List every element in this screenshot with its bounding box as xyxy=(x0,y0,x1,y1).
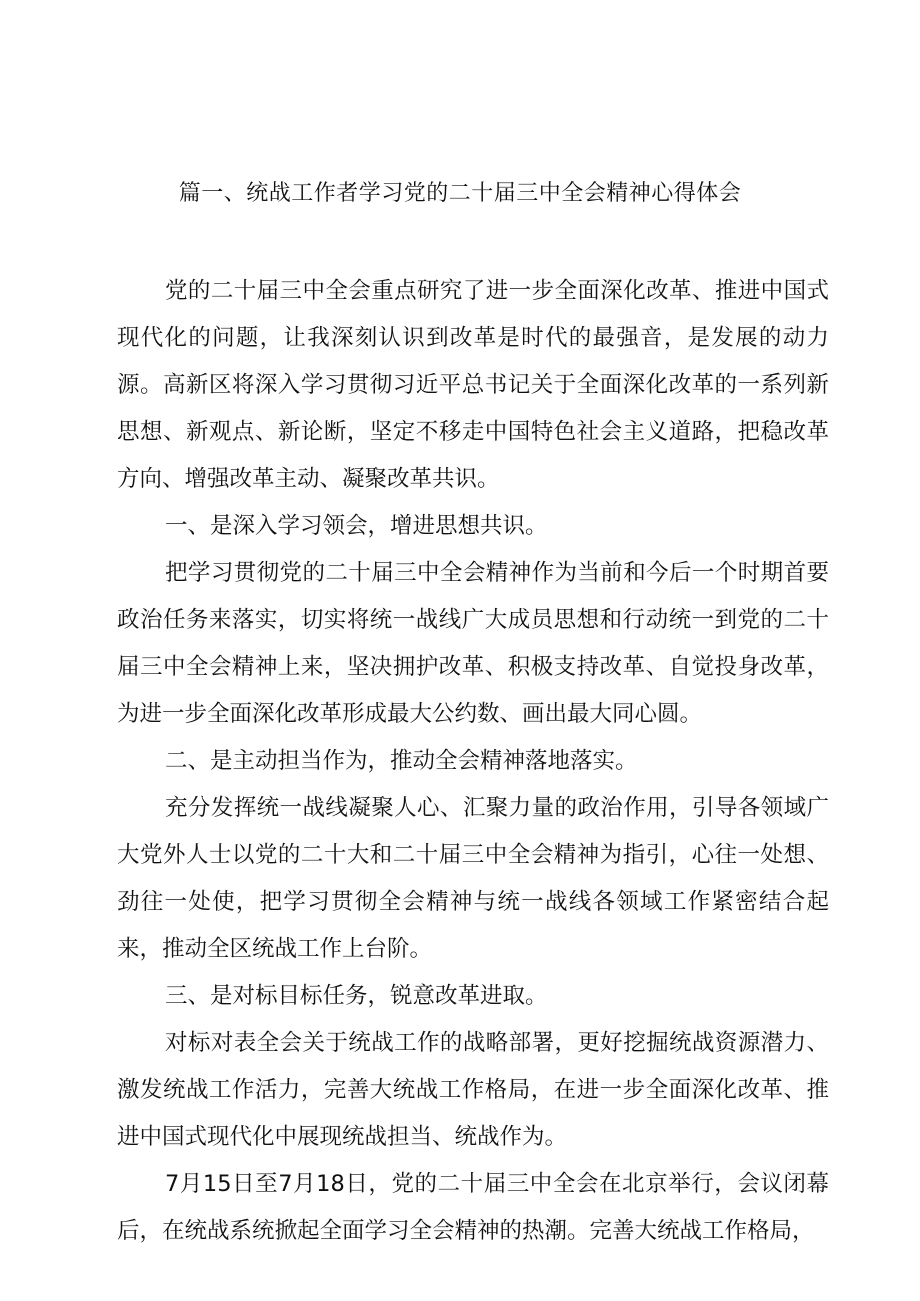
section-heading-3: 三、是对标目标任务，锐意改革进取。 xyxy=(165,983,548,1009)
paragraph-section-1: 把学习贯彻党的二十届三中全会精神作为当前和今后一个时期首要政治任务来落实，切实将统一战线广大成员思想和行动统一到党的二十届三中全会精神上来，坚决拥护改革、积极支持改革、自觉投身改革，为进一步全面深化改革形成最大公约数、画出最大同心圆。 xyxy=(117,560,829,727)
section-heading-1: 一、是深入学习领会，增进思想共识。 xyxy=(165,513,548,539)
paragraph-section-2: 充分发挥统一战线凝聚人心、汇聚力量的政治作用，引导各领域广大党外人士以党的二十大和二十届三中全会精神为指引，心往一处想、劲往一处使，把学习贯彻全会精神与统一战线各领域工作紧密结合起来，推动全区统战工作上台阶。 xyxy=(117,795,829,962)
section-heading-2: 二、是主动担当作为，推动全会精神落地落实。 xyxy=(165,748,638,774)
document-body xyxy=(117,268,829,1255)
paragraph-intro: 党的二十届三中全会重点研究了进一步全面深化改革、推进中国式现代化的问题，让我深刻认识到改革是时代的最强音，是发展的动力源。高新区将深入学习贯彻习近平总书记关于全面深化改革的一系列新思想、新观点、新论断，坚定不移走中国特色社会主义道路，把稳改革方向、增强改革主动、凝聚改革共识。 xyxy=(117,278,829,492)
paragraph-section-3: 对标对表全会关于统战工作的战略部署，更好挖掘统战资源潜力、激发统战工作活力，完善大统战工作格局，在进一步全面深化改革、推进中国式现代化中展现统战担当、统战作为。 xyxy=(117,1030,829,1150)
paragraph-dates: 7月15日至7月18日，党的二十届三中全会在北京举行，会议闭幕后，在统战系统掀起全面学习全会精神的热潮。完善大统战工作格局， xyxy=(117,1171,829,1244)
document-title: 篇一、统战工作者学习党的二十届三中全会精神心得体会 xyxy=(178,181,742,206)
